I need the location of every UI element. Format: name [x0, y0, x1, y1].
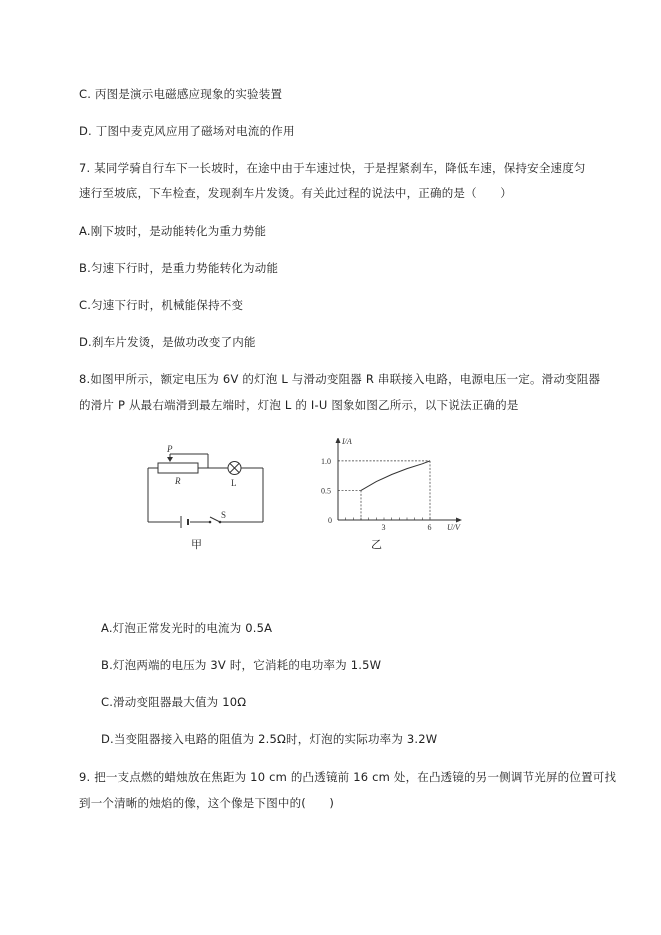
- question-8-option-d: D.当变阻器接入电路的阻值为 2.5Ω时，灯泡的实际功率为 3.2W: [101, 732, 438, 746]
- question-7-option-b: B.匀速下行时，是重力势能转化为动能: [79, 261, 279, 275]
- question-9-line-1: 9. 把一支点燃的蜡烛放在焦距为 10 cm 的凸透镜前 16 cm 处，在凸透镜的另一侧调节光屏的位置可找: [79, 770, 617, 784]
- question-7-option-d: D.刹车片发烫，是做功改变了内能: [79, 335, 256, 349]
- option-d-previous: D. 丁图中麦克风应用了磁场对电流的作用: [79, 124, 295, 138]
- label-r: R: [175, 476, 181, 486]
- question-9-line-2: 到一个清晰的烛焰的像，这个像是下图中的( ): [79, 796, 335, 810]
- question-7-line-1: 7. 某同学骑自行车下一长坡时，在途中由于车速过快，于是捏紧刹车，降低车速，保持安全速度匀: [79, 161, 586, 175]
- question-7-option-a: A.刚下坡时，是动能转化为重力势能: [79, 224, 267, 238]
- chart-caption: 乙: [371, 538, 382, 551]
- option-c-previous: C. 丙图是演示电磁感应现象的实验装置: [79, 87, 283, 101]
- label-s: S: [221, 510, 227, 520]
- question-8-option-c: C.滑动变阻器最大值为 10Ω: [101, 695, 247, 709]
- x-tick-label: 6: [427, 523, 432, 532]
- y-axis-arrow-icon: [336, 438, 341, 443]
- circuit-diagram: [140, 440, 280, 545]
- question-7-option-c: C.匀速下行时，机械能保持不变: [79, 298, 244, 312]
- circuit-caption: 甲: [191, 538, 202, 551]
- question-8-option-a: A.灯泡正常发光时的电流为 0.5A: [101, 621, 273, 635]
- y-tick-label: 1.0: [321, 456, 331, 466]
- question-7-line-2: 速行至坡底，下车检查，发现刹车片发烫。有关此过程的说法中，正确的是（ ）: [79, 186, 512, 200]
- y-tick-label: 0.5: [321, 486, 331, 496]
- question-8-option-b: B.灯泡两端的电压为 3V 时，它消耗的电功率为 1.5W: [101, 658, 382, 672]
- iu-chart: [318, 438, 468, 538]
- label-p: P: [167, 444, 173, 454]
- x-axis-arrow-icon: [456, 518, 462, 523]
- iu-curve: [361, 461, 430, 491]
- x-axis-label: U/V: [447, 523, 460, 532]
- slider-arrow-icon: [167, 457, 173, 462]
- question-8-line-2: 的滑片 P 从最右端滑到最左端时，灯泡 L 的 I-U 图象如图乙所示，以下说法正确的是: [79, 398, 519, 412]
- y-axis-label: I/A: [342, 438, 352, 446]
- label-l: L: [231, 478, 237, 488]
- x-tick-label: 3: [381, 523, 386, 532]
- origin-label: 0: [328, 516, 332, 525]
- question-8-line-1: 8.如图甲所示，额定电压为 6V 的灯泡 L 与滑动变阻器 R 串联接入电路，电源电压一定。滑动变阻器: [79, 372, 601, 386]
